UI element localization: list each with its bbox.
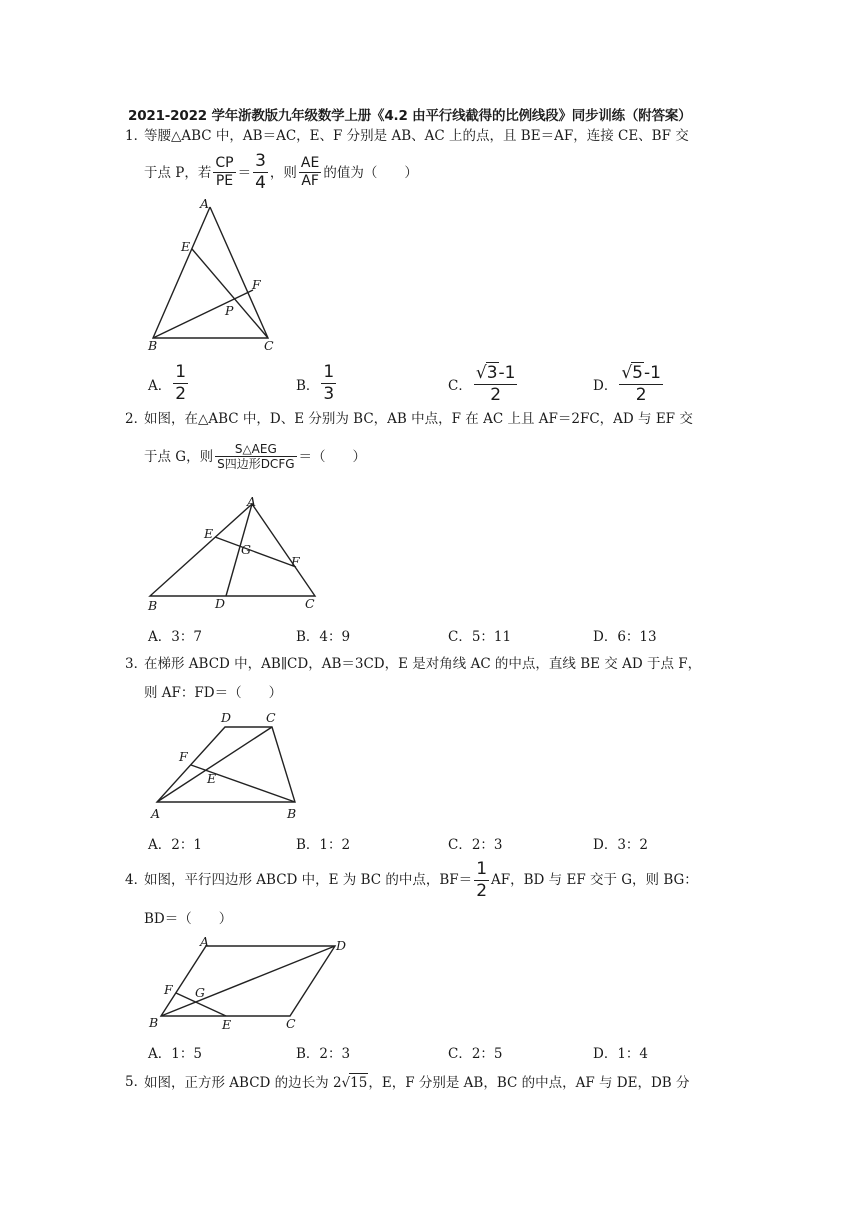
q5-line1-b: ，E，F 分别是 AB，BC 的中点，AF 与 DE，DB 分 <box>368 1075 690 1091</box>
q4-option-b[interactable]: B．2：3 <box>296 1046 351 1062</box>
q1-option-a[interactable] <box>148 362 190 405</box>
q4-diagonal-bd <box>161 946 335 1016</box>
q1-label-e: E <box>181 239 191 254</box>
q4-label-c: C <box>286 1016 296 1031</box>
option-label: C． <box>448 378 472 394</box>
q4-label-g: G <box>195 985 205 1000</box>
fraction-numerator: 1 <box>476 858 488 879</box>
q2-label-a: A <box>247 494 257 509</box>
q1-label-b: B <box>148 338 158 353</box>
q1-fraction-ae-af <box>299 155 321 190</box>
q2-triangle-figure <box>140 492 330 617</box>
q4-line1-a: 如图，平行四边形 ABCD 中，E 为 BC 的中点，BF＝ <box>144 872 473 888</box>
page-title: 2021-2022 学年浙教版九年级数学上册《4.2 由平行线截得的比例线段》同步训练（附答案） <box>128 108 692 124</box>
q2-option-c[interactable]: C．5：11 <box>448 629 512 645</box>
q4-parallelogram-figure <box>140 932 370 1032</box>
q5-line1: 如图，正方形 ABCD 的边长为 2√15，E，F 分别是 AB，BC 的中点，AF 与 DE，DB 分 <box>144 1075 690 1091</box>
q2-label-g: G <box>241 542 251 557</box>
q1-fraction-3-4 <box>253 151 268 194</box>
radicand: 3 <box>486 363 498 383</box>
q1-line1: 等腰△ABC 中，AB＝AC，E、F 分别是 AB、AC 上的点，且 BE＝AF，连接 CE、BF 交 <box>144 128 689 144</box>
q4-option-d[interactable]: D．1：4 <box>593 1046 649 1062</box>
q3-option-a[interactable]: A．2：1 <box>148 837 202 853</box>
q4-label-f: F <box>164 982 173 997</box>
q1-label-c: C <box>264 338 274 353</box>
option-fraction <box>474 362 518 406</box>
q4-line2: BD＝（ ） <box>144 911 233 927</box>
q1-segment-ce <box>192 249 268 338</box>
q3-label-f: F <box>179 749 188 764</box>
q1-option-c[interactable] <box>448 362 519 406</box>
q2-option-d[interactable]: D．6：13 <box>593 629 657 645</box>
q5-radicand: 15 <box>350 1075 368 1091</box>
q1-line2-a: 于点 P，若 <box>144 164 212 181</box>
q2-label-d: D <box>215 596 226 611</box>
option-fraction <box>321 362 336 405</box>
q4-label-e: E <box>222 1017 232 1032</box>
minus-one: -1 <box>644 363 661 383</box>
q2-option-b[interactable]: B．4：9 <box>296 629 351 645</box>
q3-option-c[interactable]: C．2：3 <box>448 837 503 853</box>
q1-triangle-figure <box>140 195 290 355</box>
fraction-denominator: 3 <box>323 384 335 404</box>
radicand: 5 <box>632 363 643 383</box>
fraction-denominator: 2 <box>635 385 647 405</box>
q3-trapezoid-abcd <box>157 727 295 802</box>
q2-label-c: C <box>305 596 315 611</box>
q1-option-b[interactable] <box>296 362 338 405</box>
fraction-denominator: 4 <box>255 173 266 193</box>
q2-label-b: B <box>148 598 158 613</box>
q1-label-f: F <box>252 277 261 292</box>
q3-line1: 在梯形 ABCD 中，AB∥CD，AB＝3CD，E 是对角线 AC 的中点，直线 BE 交 AD 于点 F， <box>144 656 702 672</box>
q4-option-a[interactable]: A．1：5 <box>148 1046 202 1062</box>
option-label: D． <box>593 378 618 394</box>
q4-line1 <box>144 858 698 901</box>
q4-label-d: D <box>336 938 347 953</box>
q3-label-c: C <box>266 710 276 725</box>
q3-label-b: B <box>287 806 297 821</box>
q2-label-e: E <box>204 526 214 541</box>
q2-line1: 如图，在△ABC 中，D、E 分别为 BC，AB 中点，F 在 AC 上且 AF＝2FC，AD 与 EF 交 <box>144 411 693 427</box>
q2-triangle-abc <box>150 504 315 596</box>
minus-one: -1 <box>498 363 516 383</box>
q1-number: 1． <box>125 128 148 144</box>
q2-line2-a: 于点 G，则 <box>144 448 214 465</box>
q1-option-d[interactable] <box>593 362 665 406</box>
q1-line2-b: ，则 <box>269 164 297 181</box>
option-fraction <box>173 362 188 405</box>
q2-area-ratio-fraction <box>215 442 296 471</box>
fraction-numerator: S△AEG <box>215 442 296 457</box>
equals-sign: ＝ <box>237 164 252 181</box>
q3-label-e: E <box>207 771 217 786</box>
q3-line2: 则 AF：FD＝（ ） <box>144 685 283 701</box>
q3-number: 3． <box>125 656 148 672</box>
q4-label-a: A <box>200 934 210 949</box>
q1-line2 <box>144 151 418 194</box>
q4-option-c[interactable]: C．2：5 <box>448 1046 503 1062</box>
fraction-numerator: 3 <box>255 151 266 171</box>
q5-number: 5． <box>125 1074 148 1090</box>
q2-number: 2． <box>125 411 148 427</box>
q2-segment-ef <box>215 537 296 567</box>
fraction-denominator: S四边形DCFG <box>217 457 295 471</box>
q1-segment-bf <box>153 290 253 338</box>
q4-number: 4． <box>125 872 148 888</box>
fraction-numerator: 1 <box>175 362 187 382</box>
fraction-denominator: PE <box>215 173 234 189</box>
fraction-numerator: √5-1 <box>621 363 661 383</box>
q4-fraction-half <box>474 859 489 902</box>
q3-label-d: D <box>221 710 232 725</box>
q2-line2 <box>144 442 366 471</box>
option-label: A． <box>148 377 172 394</box>
q1-fraction-cp-pe <box>213 155 235 190</box>
q1-line2-c: 的值为（ ） <box>323 164 418 181</box>
q4-label-b: B <box>149 1015 159 1030</box>
q3-trapezoid-figure <box>145 705 315 830</box>
q2-option-a[interactable]: A．3：7 <box>148 629 202 645</box>
q1-label-p: P <box>225 303 234 318</box>
fraction-numerator: 1 <box>323 362 335 382</box>
fraction-denominator: AF <box>301 173 319 189</box>
q2-line2-b: ＝（ ） <box>298 448 367 465</box>
option-label: B． <box>296 377 320 394</box>
q4-line1-b: AF，BD 与 EF 交于 G，则 BG： <box>491 872 698 888</box>
q3-option-d[interactable]: D．3：2 <box>593 837 649 853</box>
fraction-denominator: 2 <box>175 384 187 404</box>
q1-label-a: A <box>200 196 210 211</box>
fraction-denominator: 2 <box>476 880 488 901</box>
q3-label-a: A <box>151 806 161 821</box>
fraction-numerator: CP <box>215 155 234 171</box>
fraction-denominator: 2 <box>490 385 502 405</box>
option-fraction <box>619 362 663 406</box>
fraction-numerator: √3-1 <box>475 363 516 383</box>
q5-line1-a: 如图，正方形 ABCD 的边长为 2 <box>144 1075 342 1091</box>
q2-label-f: F <box>291 554 300 569</box>
q3-option-b[interactable]: B．1：2 <box>296 837 351 853</box>
fraction-numerator: AE <box>300 155 320 171</box>
